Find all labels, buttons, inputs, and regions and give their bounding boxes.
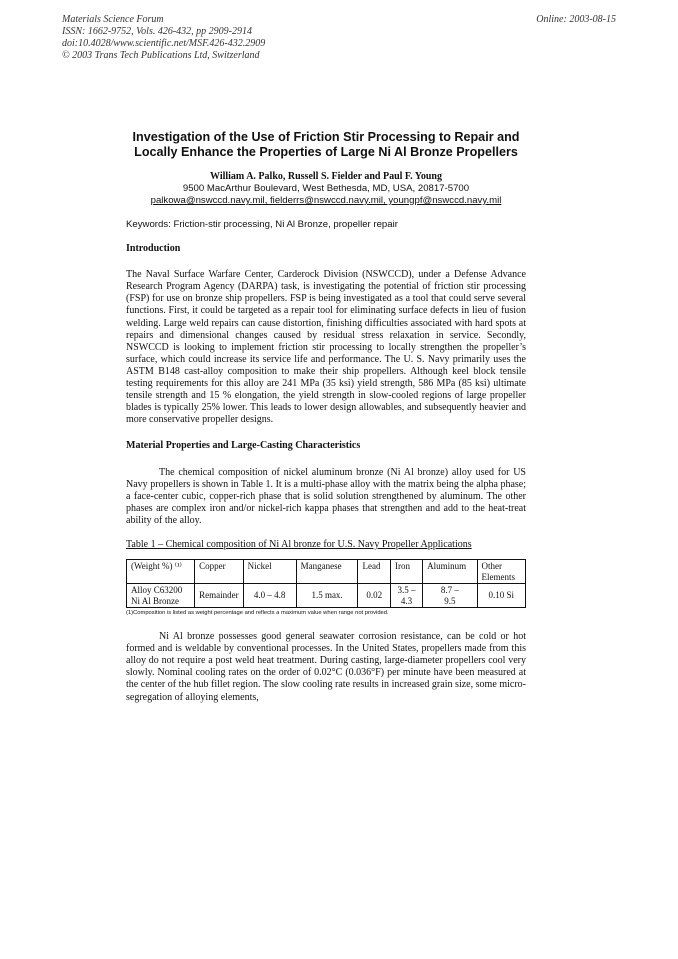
affiliation-address: 9500 MacArthur Boulevard, West Bethesda, MD, USA, 20817-5700 [182, 183, 470, 194]
table-cell-alloy [127, 584, 195, 608]
introduction-heading: Introduction [126, 243, 181, 255]
table-footnote: (1)Composition is listed as weight percentage and reflects a maximum value when range not provided. [126, 610, 389, 617]
table-header-cell: Manganese [296, 560, 358, 584]
table-cell-lead: 0.02 [358, 584, 390, 608]
journal-issn: ISSN: 1662-9752, Vols. 426-432, pp 2909-2914 [62, 26, 252, 37]
journal-header [62, 14, 265, 62]
table-cell-copper: Remainder [195, 584, 244, 608]
iron-line-1: 3.5 – [397, 585, 416, 596]
table-header-cell: Lead [358, 560, 390, 584]
aluminum-line-1: 8.7 – [440, 585, 459, 596]
introduction-paragraph: The Naval Surface Warfare Center, Carderock Division (NSWCCD), under a Defense Advance Research Program Agency (DARPA) task, is investigating the potential of friction stir processing (FSP) for use on bronze ship propellers. FSP is being investigated as a tool that could serve several functions. First, it could be targeted as a repair tool for eliminating surface defects in lieu of fusion welding. Large weld repairs can cause distortion, finishing difficulties associated with hard spots at repairs and dimensional changes caused by residual stress relaxation in service. Secondly, NSWCCD is looking to implement friction stir processing to locally strengthen the propeller’s surface, which could increase its service life and performance. The U. S. Navy primarily uses the ASTM B148 cast-alloy composition to make their ship propellers. Although keel block tensile testing requirements for this alloy are 241 MPa (35 ksi) yield strength, 586 MPa (85 ksi) ultimate tensile strength and 15 % elongation, the yield strength in slow-cooled regions of large propeller blades is typically 25% lower. This leads to lower design allowables, and subsequently heavier and more conservative propeller designs. [126, 269, 526, 426]
alloy-line-1: Alloy C63200 [131, 585, 183, 596]
table-caption: Table 1 – Chemical composition of Ni Al bronze for U.S. Navy Propeller Applications [126, 538, 472, 550]
article-title [126, 130, 526, 160]
table-header-cell: (Weight %) ⁽¹⁾ [127, 560, 195, 584]
author-emails[interactable]: palkowa@nswccd.navy.mil, fielderrs@nswccd.navy.mil, youngpf@nswccd.navy.mil [150, 195, 502, 206]
table-header-cell: Other Elements [477, 560, 525, 584]
table-row [127, 584, 526, 608]
aluminum-line-2: 9.5 [444, 595, 456, 606]
authors: William A. Palko, Russell S. Fielder and Paul F. Young [210, 171, 442, 182]
material-paragraph: The chemical composition of nickel aluminum bronze (Ni Al bronze) alloy used for US Navy propellers is shown in Table 1. It is a multi-phase alloy with the matrix being the alpha phase; a face-center cubic, copper-rich phase that is solid solution strengthened by aluminum. The other phases are complex iron and/or nickel-rich kappa phases that strengthen and add to the heat-treat ability of the alloy. [126, 466, 526, 526]
final-paragraph: Ni Al bronze possesses good general seawater corrosion resistance, can be cold or hot formed and is weldable by conventional processes. In the United States, propellers made from this alloy do not require a post weld heat treatment. During casting, large-diameter propellers cool very slowly. Nominal cooling rates on the order of 0.02°C (0.036°F) per minute have been measured at the center of the hub fillet region. The slow cooling rate results in increased grain size, some micro-segregation of alloying elements, [126, 631, 526, 703]
keywords: Keywords: Friction-stir processing, Ni Al Bronze, propeller repair [126, 219, 398, 230]
journal-name: Materials Science Forum [62, 14, 164, 25]
article-body [126, 130, 526, 704]
iron-line-2: 4.3 [400, 595, 413, 606]
table-cell-iron [390, 584, 422, 608]
composition-table [126, 559, 526, 608]
table-cell-manganese: 1.5 max. [296, 584, 358, 608]
table-header-row [127, 560, 526, 584]
online-date: Online: 2003-08-15 [536, 14, 616, 25]
journal-copyright: © 2003 Trans Tech Publications Ltd, Switzerland [62, 50, 260, 61]
title-line-1: Investigation of the Use of Friction Stir Processing to Repair and [132, 130, 520, 144]
journal-doi: doi:10.4028/www.scientific.net/MSF.426-432.2909 [62, 38, 266, 49]
material-heading: Material Properties and Large-Casting Characteristics [126, 440, 361, 452]
title-line-2: Locally Enhance the Properties of Large Ni Al Bronze Propellers [134, 145, 518, 159]
alloy-line-2: Ni Al Bronze [131, 595, 179, 606]
table-header-cell: Copper [195, 560, 244, 584]
table-cell-nickel: 4.0 – 4.8 [243, 584, 296, 608]
table-header-cell: Nickel [243, 560, 296, 584]
table-cell-other: 0.10 Si [477, 584, 525, 608]
table-header-cell: Iron [390, 560, 422, 584]
table-cell-aluminum [423, 584, 477, 608]
table-header-cell: Aluminum [423, 560, 477, 584]
